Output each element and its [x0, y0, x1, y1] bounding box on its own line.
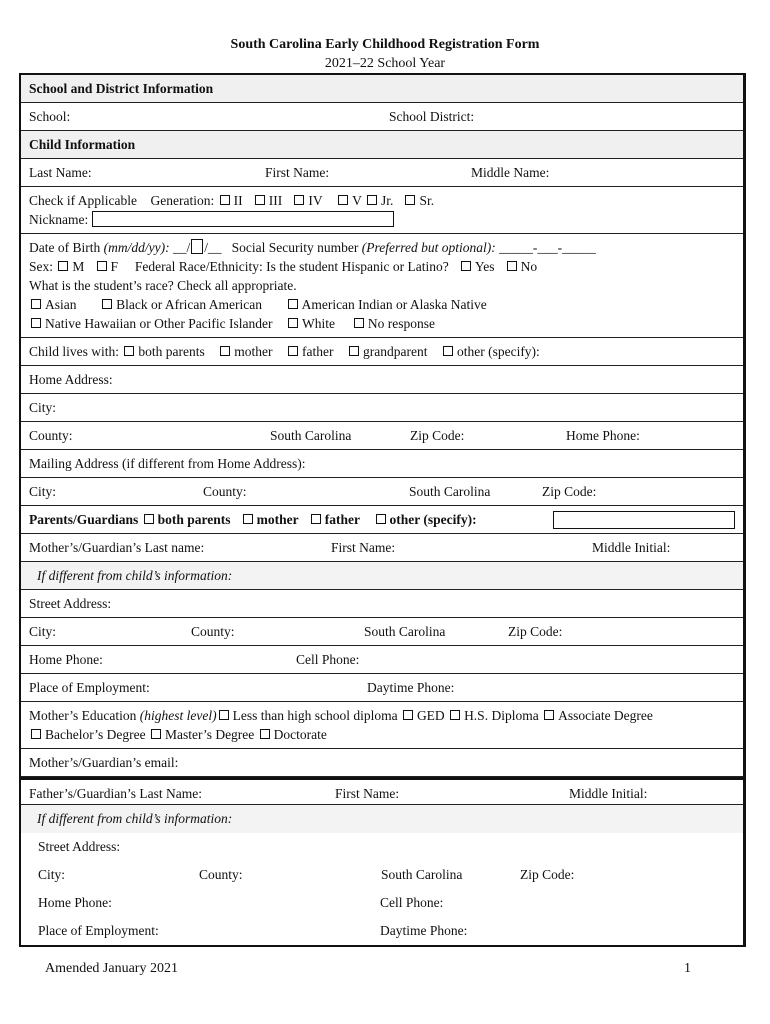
sex-m-checkbox[interactable]	[58, 261, 68, 271]
race-asian-checkbox[interactable]	[31, 299, 41, 309]
race-question: What is the student’s race? Check all appropriate.	[29, 278, 297, 293]
father-employment-row	[21, 917, 743, 945]
father-phone-row	[21, 889, 743, 917]
edu-doctorate-checkbox[interactable]	[260, 729, 270, 739]
demographics-block: Date of Birth (mm/dd/yy): __/ /__ Social Security number (Preferred but optional): _____-___-_____ Sex: M F Federal Race/Ethnicity: Is the student Hispanic or Latino? Yes No What is the student’s race? Check all appropriate. Asian Black or African American American Indian or Alaska Native Native Hawaiian or Other Pacific Islander White No response	[21, 234, 743, 338]
edu-associate-checkbox[interactable]	[544, 710, 554, 720]
mailing-state-label: South Carolina	[409, 484, 491, 499]
mother-zip-field[interactable]: Zip Code:	[508, 624, 563, 639]
check-if-applicable-label: Check if Applicable	[29, 193, 137, 208]
father-name-row	[21, 777, 743, 805]
mother-cell-phone-field[interactable]: Cell Phone:	[296, 652, 360, 667]
mother-home-phone-field[interactable]: Home Phone:	[29, 652, 103, 667]
lives-other-checkbox[interactable]	[443, 346, 453, 356]
child-last-name-field[interactable]: Last Name:	[29, 165, 92, 180]
father-city-field[interactable]: City:	[38, 867, 66, 882]
lives-grandparent-checkbox[interactable]	[349, 346, 359, 356]
mother-employment-row	[21, 674, 743, 702]
if-different-note: If different from child’s information:	[37, 568, 233, 583]
father-state-label: South Carolina	[381, 867, 463, 882]
section-title: School and District Information	[29, 81, 214, 96]
race-native-american-checkbox[interactable]	[288, 299, 298, 309]
mother-street-field[interactable]: Street Address:	[29, 596, 112, 611]
home-phone-field[interactable]: Home Phone:	[566, 428, 640, 443]
hispanic-yes-checkbox[interactable]	[461, 261, 471, 271]
mother-phone-row	[21, 646, 743, 674]
mailing-city-row	[21, 478, 743, 506]
school-year: 2021–22 School Year	[324, 56, 446, 71]
section-school-district	[21, 75, 743, 103]
guardian-other-checkbox[interactable]	[376, 514, 386, 524]
section-title: Parents/Guardians	[29, 512, 139, 527]
edu-hs-checkbox[interactable]	[450, 710, 460, 720]
home-state-label: South Carolina	[270, 428, 352, 443]
edu-ged-checkbox[interactable]	[403, 710, 413, 720]
dob-month-field[interactable]: __/	[172, 240, 191, 255]
hispanic-no-checkbox[interactable]	[507, 261, 517, 271]
nickname-input[interactable]	[92, 211, 394, 227]
mother-daytime-phone-field[interactable]: Daytime Phone:	[367, 680, 455, 695]
lives-mother-checkbox[interactable]	[220, 346, 230, 356]
generation-ii-checkbox[interactable]	[220, 195, 230, 205]
race-white-checkbox[interactable]	[288, 318, 298, 328]
father-street-row	[21, 833, 743, 861]
mailing-county-field[interactable]: County:	[203, 484, 247, 499]
mother-email-field[interactable]: Mother’s/Guardian’s email:	[29, 755, 179, 770]
mother-state-label: South Carolina	[364, 624, 446, 639]
home-address-field[interactable]: Home Address:	[29, 372, 113, 387]
generation-iii-checkbox[interactable]	[255, 195, 265, 205]
father-county-field[interactable]: County:	[199, 867, 243, 882]
generation-jr-checkbox[interactable]	[367, 195, 377, 205]
lives-father-checkbox[interactable]	[288, 346, 298, 356]
father-last-name-field[interactable]: Father’s/Guardian’s Last Name:	[29, 786, 202, 801]
home-city-field[interactable]: City:	[29, 400, 57, 415]
registration-form	[19, 73, 746, 947]
dob-day-box[interactable]	[191, 239, 203, 254]
mailing-city-field[interactable]: City:	[29, 484, 57, 499]
generation-row: Check if Applicable Generation: II III IV V Jr. Sr. Nickname:	[21, 187, 743, 234]
home-zip-field[interactable]: Zip Code:	[410, 428, 465, 443]
mother-street-row	[21, 590, 743, 618]
generation-sr-checkbox[interactable]	[405, 195, 415, 205]
form-title: South Carolina Early Childhood Registration Form	[230, 37, 540, 52]
race-hawaiian-checkbox[interactable]	[31, 318, 41, 328]
guardian-other-input[interactable]	[553, 511, 735, 529]
race-black-checkbox[interactable]	[102, 299, 112, 309]
mother-county-field[interactable]: County:	[191, 624, 235, 639]
lives-with-row: Child lives with: both parents mother father grandparent other (specify):	[21, 338, 743, 366]
edu-master-checkbox[interactable]	[151, 729, 161, 739]
mother-if-different-row	[21, 562, 743, 590]
home-city-row	[21, 394, 743, 422]
father-employment-field[interactable]: Place of Employment:	[38, 923, 159, 938]
guardian-father-checkbox[interactable]	[311, 514, 321, 524]
nickname-label: Nickname:	[29, 212, 89, 227]
section-child-info	[21, 131, 743, 159]
mother-city-row	[21, 618, 743, 646]
father-daytime-phone-field[interactable]: Daytime Phone:	[380, 923, 468, 938]
amended-date: Amended January 2021	[45, 961, 178, 976]
school-district-field[interactable]: School District:	[389, 109, 475, 124]
generation-v-checkbox[interactable]	[338, 195, 348, 205]
mother-city-field[interactable]: City:	[29, 624, 57, 639]
school-row	[21, 103, 743, 131]
guardian-both-checkbox[interactable]	[144, 514, 154, 524]
section-parents: Parents/Guardians both parents mother father other (specify):	[21, 506, 743, 534]
generation-iv-checkbox[interactable]	[294, 195, 304, 205]
father-zip-field[interactable]: Zip Code:	[520, 867, 575, 882]
father-first-name-field[interactable]: First Name:	[335, 786, 400, 801]
school-field[interactable]: School:	[29, 109, 71, 124]
father-city-row	[21, 861, 743, 889]
ssn-field[interactable]: _____-___-_____	[499, 240, 596, 255]
home-county-row	[21, 422, 743, 450]
mother-employment-field[interactable]: Place of Employment:	[29, 680, 150, 695]
generation-label: Generation:	[150, 193, 215, 208]
father-if-different-row	[21, 805, 743, 833]
mailing-zip-field[interactable]: Zip Code:	[542, 484, 597, 499]
mother-name-row	[21, 534, 743, 562]
father-home-phone-field[interactable]: Home Phone:	[38, 895, 112, 910]
father-cell-phone-field[interactable]: Cell Phone:	[380, 895, 444, 910]
mother-first-name-field[interactable]: First Name:	[331, 540, 396, 555]
mother-middle-initial-field[interactable]: Middle Initial:	[592, 540, 671, 555]
mailing-address-field[interactable]: Mailing Address (if different from Home Address):	[29, 456, 306, 471]
dob-year-field[interactable]: /__	[204, 240, 222, 255]
home-county-field[interactable]: County:	[29, 428, 73, 443]
mailing-address-row	[21, 450, 743, 478]
father-street-field[interactable]: Street Address:	[38, 839, 121, 854]
mother-education-row: Mother’s Education (highest level) Less than high school diploma GED H.S. Diploma Associate Degree Bachelor’s Degree Master’s Degree Doctorate	[21, 702, 743, 749]
page-number: 1	[684, 961, 691, 976]
race-no-response-checkbox[interactable]	[354, 318, 364, 328]
guardian-mother-checkbox[interactable]	[243, 514, 253, 524]
if-different-note: If different from child’s information:	[37, 811, 233, 826]
edu-bachelor-checkbox[interactable]	[31, 729, 41, 739]
child-middle-name-field[interactable]: Middle Name:	[471, 165, 550, 180]
mother-email-row	[21, 749, 743, 777]
home-address-row	[21, 366, 743, 394]
sex-f-checkbox[interactable]	[97, 261, 107, 271]
edu-less-hs-checkbox[interactable]	[219, 710, 229, 720]
mother-last-name-field[interactable]: Mother’s/Guardian’s Last name:	[29, 540, 205, 555]
child-first-name-field[interactable]: First Name:	[265, 165, 330, 180]
father-middle-initial-field[interactable]: Middle Initial:	[569, 786, 648, 801]
section-title: Child Information	[29, 137, 136, 152]
lives-both-checkbox[interactable]	[124, 346, 134, 356]
child-name-row	[21, 159, 743, 187]
